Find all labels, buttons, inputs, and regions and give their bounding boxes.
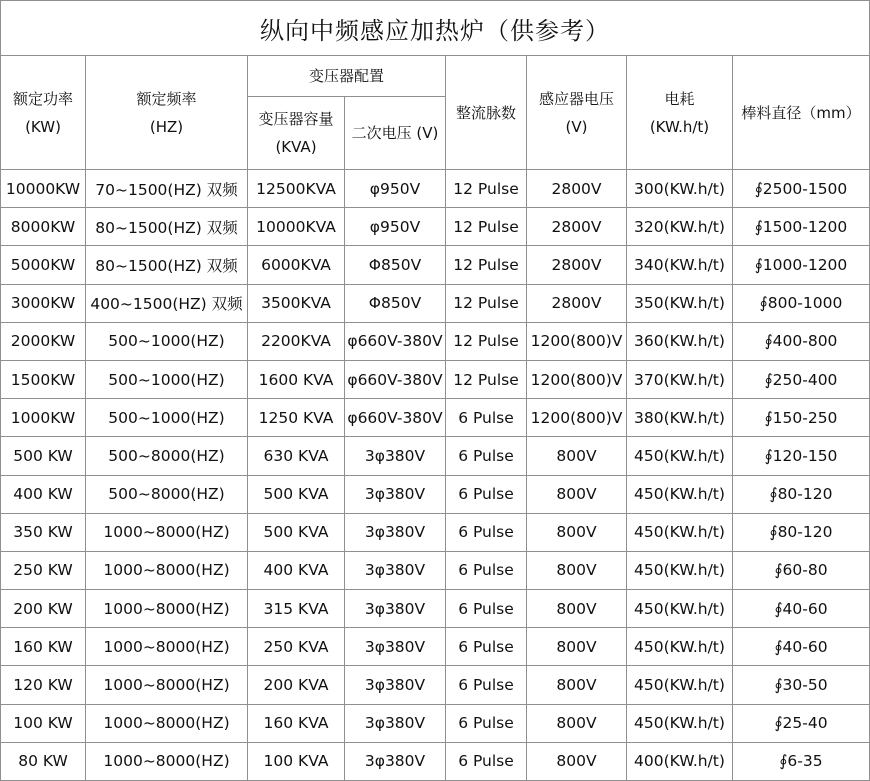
capacity-cell: 500 KVA	[248, 513, 345, 551]
table-title: 纵向中频感应加热炉（供参考）	[1, 1, 870, 56]
capacity-cell: 500 KVA	[248, 475, 345, 513]
consumption-cell: 450(KW.h/t)	[627, 704, 733, 742]
power-cell: 80 KW	[1, 742, 86, 780]
frequency-cell: 1000~8000(HZ)	[86, 590, 248, 628]
header-frequency-label: 额定频率	[136, 89, 197, 108]
inductor-voltage-cell: 1200(800)V	[527, 360, 627, 398]
power-cell: 3000KW	[1, 284, 86, 322]
diameter-cell: ∮40-60	[733, 628, 870, 666]
frequency-cell: 1000~8000(HZ)	[86, 742, 248, 780]
table-row	[1, 704, 870, 742]
inductor-voltage-cell: 800V	[527, 628, 627, 666]
header-consumption	[627, 56, 733, 170]
capacity-cell: 10000KVA	[248, 208, 345, 246]
consumption-cell: 300(KW.h/t)	[627, 170, 733, 208]
frequency-cell: 1000~8000(HZ)	[86, 704, 248, 742]
secondary-voltage-cell: 3φ380V	[345, 666, 446, 704]
power-cell: 200 KW	[1, 590, 86, 628]
pulse-cell: 6 Pulse	[446, 399, 527, 437]
header-inductor-voltage	[527, 56, 627, 170]
pulse-cell: 6 Pulse	[446, 513, 527, 551]
consumption-cell: 360(KW.h/t)	[627, 322, 733, 360]
power-cell: 10000KW	[1, 170, 86, 208]
secondary-voltage-cell: 3φ380V	[345, 590, 446, 628]
frequency-cell: 80~1500(HZ) 双频	[86, 208, 248, 246]
power-cell: 350 KW	[1, 513, 86, 551]
inductor-voltage-cell: 2800V	[527, 246, 627, 284]
header-frequency	[86, 56, 248, 170]
secondary-voltage-cell: φ660V-380V	[345, 399, 446, 437]
power-cell: 8000KW	[1, 208, 86, 246]
table-row	[1, 551, 870, 589]
frequency-cell: 80~1500(HZ) 双频	[86, 246, 248, 284]
inductor-voltage-cell: 800V	[527, 666, 627, 704]
power-cell: 1500KW	[1, 360, 86, 398]
secondary-voltage-cell: φ950V	[345, 170, 446, 208]
pulse-cell: 6 Pulse	[446, 742, 527, 780]
frequency-cell: 1000~8000(HZ)	[86, 551, 248, 589]
table-body	[1, 170, 870, 781]
inductor-voltage-cell: 800V	[527, 437, 627, 475]
pulse-cell: 6 Pulse	[446, 551, 527, 589]
consumption-cell: 450(KW.h/t)	[627, 666, 733, 704]
pulse-cell: 6 Pulse	[446, 704, 527, 742]
table-row	[1, 208, 870, 246]
pulse-cell: 6 Pulse	[446, 590, 527, 628]
inductor-voltage-cell: 1200(800)V	[527, 322, 627, 360]
table-row	[1, 437, 870, 475]
header-capacity-label: 变压器容量	[258, 110, 334, 128]
header-power	[1, 56, 86, 170]
diameter-cell: ∮80-120	[733, 475, 870, 513]
diameter-cell: ∮400-800	[733, 322, 870, 360]
consumption-cell: 450(KW.h/t)	[627, 475, 733, 513]
consumption-cell: 450(KW.h/t)	[627, 590, 733, 628]
secondary-voltage-cell: 3φ380V	[345, 551, 446, 589]
frequency-cell: 1000~8000(HZ)	[86, 666, 248, 704]
pulse-cell: 6 Pulse	[446, 628, 527, 666]
header-power-label: 额定功率	[12, 89, 73, 108]
consumption-cell: 350(KW.h/t)	[627, 284, 733, 322]
capacity-cell: 200 KVA	[248, 666, 345, 704]
header-inductor-voltage-label: 感应器电压	[538, 89, 614, 108]
pulse-cell: 12 Pulse	[446, 170, 527, 208]
pulse-cell: 12 Pulse	[446, 360, 527, 398]
inductor-voltage-cell: 2800V	[527, 208, 627, 246]
frequency-cell: 70~1500(HZ) 双频	[86, 170, 248, 208]
table-row	[1, 170, 870, 208]
power-cell: 2000KW	[1, 322, 86, 360]
table-row	[1, 666, 870, 704]
pulse-cell: 6 Pulse	[446, 437, 527, 475]
consumption-cell: 320(KW.h/t)	[627, 208, 733, 246]
power-cell: 120 KW	[1, 666, 86, 704]
frequency-cell: 500~1000(HZ)	[86, 399, 248, 437]
power-cell: 1000KW	[1, 399, 86, 437]
inductor-voltage-cell: 800V	[527, 704, 627, 742]
frequency-cell: 400~1500(HZ) 双频	[86, 284, 248, 322]
inductor-voltage-cell: 800V	[527, 590, 627, 628]
inductor-voltage-cell: 2800V	[527, 170, 627, 208]
power-cell: 500 KW	[1, 437, 86, 475]
header-inductor-voltage-unit: (V)	[565, 117, 588, 136]
secondary-voltage-cell: 3φ380V	[345, 704, 446, 742]
diameter-cell: ∮1000-1200	[733, 246, 870, 284]
pulse-cell: 12 Pulse	[446, 284, 527, 322]
capacity-cell: 2200KVA	[248, 322, 345, 360]
frequency-cell: 500~8000(HZ)	[86, 437, 248, 475]
capacity-cell: 160 KVA	[248, 704, 345, 742]
diameter-cell: ∮40-60	[733, 590, 870, 628]
inductor-voltage-cell: 800V	[527, 513, 627, 551]
power-cell: 400 KW	[1, 475, 86, 513]
inductor-voltage-cell: 800V	[527, 551, 627, 589]
secondary-voltage-cell: φ950V	[345, 208, 446, 246]
consumption-cell: 450(KW.h/t)	[627, 551, 733, 589]
pulse-cell: 12 Pulse	[446, 322, 527, 360]
secondary-voltage-cell: 3φ380V	[345, 742, 446, 780]
consumption-cell: 340(KW.h/t)	[627, 246, 733, 284]
header-power-unit: (KW)	[25, 117, 61, 136]
capacity-cell: 400 KVA	[248, 551, 345, 589]
diameter-cell: ∮120-150	[733, 437, 870, 475]
table-row	[1, 475, 870, 513]
pulse-cell: 6 Pulse	[446, 475, 527, 513]
capacity-cell: 315 KVA	[248, 590, 345, 628]
capacity-cell: 3500KVA	[248, 284, 345, 322]
header-capacity	[248, 97, 345, 170]
consumption-cell: 400(KW.h/t)	[627, 742, 733, 780]
table-row	[1, 399, 870, 437]
secondary-voltage-cell: 3φ380V	[345, 628, 446, 666]
frequency-cell: 1000~8000(HZ)	[86, 513, 248, 551]
table-row	[1, 284, 870, 322]
diameter-cell: ∮800-1000	[733, 284, 870, 322]
diameter-cell: ∮2500-1500	[733, 170, 870, 208]
capacity-cell: 12500KVA	[248, 170, 345, 208]
diameter-cell: ∮1500-1200	[733, 208, 870, 246]
table-row	[1, 360, 870, 398]
header-secondary-voltage: 二次电压 (V)	[345, 97, 446, 170]
capacity-cell: 250 KVA	[248, 628, 345, 666]
secondary-voltage-cell: Φ850V	[345, 246, 446, 284]
capacity-cell: 6000KVA	[248, 246, 345, 284]
power-cell: 160 KW	[1, 628, 86, 666]
power-cell: 250 KW	[1, 551, 86, 589]
diameter-cell: ∮250-400	[733, 360, 870, 398]
secondary-voltage-cell: 3φ380V	[345, 513, 446, 551]
frequency-cell: 1000~8000(HZ)	[86, 628, 248, 666]
header-transformer-group: 变压器配置	[248, 56, 446, 97]
frequency-cell: 500~1000(HZ)	[86, 322, 248, 360]
table-row	[1, 628, 870, 666]
header-pulse: 整流脉数	[446, 56, 527, 170]
consumption-cell: 450(KW.h/t)	[627, 437, 733, 475]
consumption-cell: 370(KW.h/t)	[627, 360, 733, 398]
power-cell: 100 KW	[1, 704, 86, 742]
inductor-voltage-cell: 1200(800)V	[527, 399, 627, 437]
table-row	[1, 742, 870, 780]
secondary-voltage-cell: 3φ380V	[345, 437, 446, 475]
diameter-cell: ∮25-40	[733, 704, 870, 742]
diameter-cell: ∮60-80	[733, 551, 870, 589]
inductor-voltage-cell: 800V	[527, 742, 627, 780]
header-consumption-label: 电耗	[664, 89, 695, 108]
inductor-voltage-cell: 800V	[527, 475, 627, 513]
secondary-voltage-cell: φ660V-380V	[345, 360, 446, 398]
frequency-cell: 500~8000(HZ)	[86, 475, 248, 513]
table-row	[1, 590, 870, 628]
table-row	[1, 322, 870, 360]
inductor-voltage-cell: 2800V	[527, 284, 627, 322]
secondary-voltage-cell: 3φ380V	[345, 475, 446, 513]
secondary-voltage-cell: φ660V-380V	[345, 322, 446, 360]
capacity-cell: 1250 KVA	[248, 399, 345, 437]
header-diameter: 棒料直径（mm）	[733, 56, 870, 170]
pulse-cell: 6 Pulse	[446, 666, 527, 704]
header-frequency-unit: (HZ)	[149, 117, 184, 136]
table-row	[1, 246, 870, 284]
table-row	[1, 513, 870, 551]
capacity-cell: 630 KVA	[248, 437, 345, 475]
pulse-cell: 12 Pulse	[446, 246, 527, 284]
pulse-cell: 12 Pulse	[446, 208, 527, 246]
capacity-cell: 1600 KVA	[248, 360, 345, 398]
diameter-cell: ∮80-120	[733, 513, 870, 551]
diameter-cell: ∮150-250	[733, 399, 870, 437]
secondary-voltage-cell: Φ850V	[345, 284, 446, 322]
diameter-cell: ∮30-50	[733, 666, 870, 704]
capacity-cell: 100 KVA	[248, 742, 345, 780]
header-consumption-unit: (KW.h/t)	[649, 117, 710, 136]
header-capacity-unit: (KVA)	[275, 138, 317, 156]
frequency-cell: 500~1000(HZ)	[86, 360, 248, 398]
diameter-cell: ∮6-35	[733, 742, 870, 780]
consumption-cell: 450(KW.h/t)	[627, 628, 733, 666]
consumption-cell: 450(KW.h/t)	[627, 513, 733, 551]
consumption-cell: 380(KW.h/t)	[627, 399, 733, 437]
power-cell: 5000KW	[1, 246, 86, 284]
